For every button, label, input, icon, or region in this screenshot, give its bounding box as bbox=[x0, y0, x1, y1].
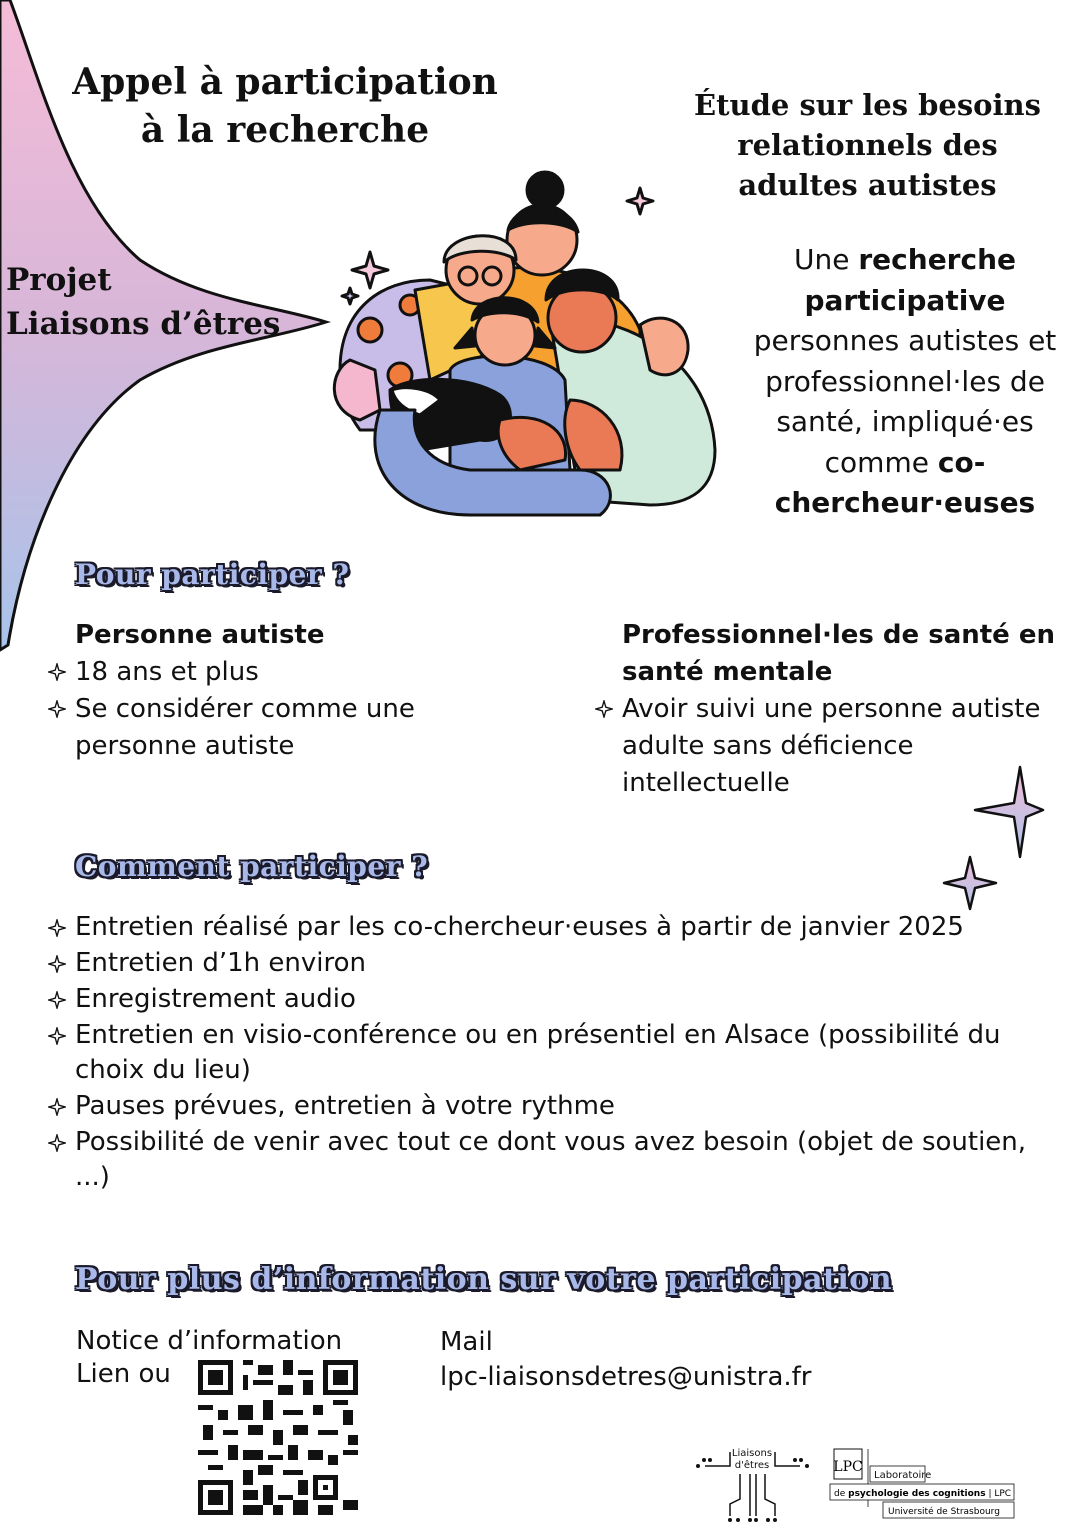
info-section-title: Pour plus d’information sur votre participation bbox=[75, 1262, 893, 1297]
description-text-2: personnes autistes et professionnel·les de santé, impliqué·es comme bbox=[753, 324, 1057, 479]
sparkle-icon bbox=[970, 765, 1045, 860]
list-item-text: Se considérer comme une personne autiste bbox=[75, 694, 415, 761]
list-item-text: Entretien en visio-conférence ou en présentiel en Alsace (possibilité du choix du lieu) bbox=[75, 1020, 1001, 1085]
qr-code[interactable] bbox=[198, 1360, 358, 1515]
study-title-line1: Étude sur les besoins bbox=[694, 88, 1041, 122]
list-item bbox=[48, 1089, 1058, 1124]
call-title-line2: à la recherche bbox=[140, 109, 430, 151]
sparkle-icon bbox=[595, 700, 613, 718]
list-item-text: Avoir suivi une personne autiste adulte sans déficience intellectuelle bbox=[622, 694, 1041, 798]
sparkle-icon bbox=[942, 855, 998, 911]
lpc-logo-line2-bold: psychologie des cognitions bbox=[848, 1489, 986, 1499]
professional-heading: Professionnel·les de santé en santé mentale bbox=[622, 620, 1056, 687]
list-item-text: Enregistrement audio bbox=[75, 984, 356, 1014]
list-item-text: Possibilité de venir avec tout ce dont vous avez besoin (objet de soutien, ...) bbox=[75, 1127, 1027, 1192]
notice-label: Notice d’information bbox=[76, 1326, 343, 1356]
how-section-title: Comment participer ? bbox=[75, 850, 429, 883]
mail-block bbox=[440, 1325, 940, 1395]
description-text-1: Une bbox=[793, 243, 859, 276]
list-item bbox=[48, 691, 478, 765]
sparkle-icon bbox=[48, 991, 66, 1009]
project-title-line1: Projet bbox=[6, 262, 112, 298]
list-item bbox=[48, 946, 1058, 981]
sparkle-icon bbox=[48, 1134, 66, 1152]
list-item bbox=[48, 1125, 1058, 1195]
description-emphasis-2: co-chercheur·euses bbox=[774, 445, 1036, 519]
lpc-logo-mark: LPC bbox=[833, 1459, 863, 1475]
link-label: Lien ou bbox=[76, 1359, 171, 1389]
list-item bbox=[48, 1018, 1058, 1088]
liaisons-logo-line2: d'êtres bbox=[734, 1460, 770, 1471]
sparkle-icon bbox=[48, 955, 66, 973]
sparkle-icon bbox=[48, 663, 66, 681]
study-description bbox=[735, 240, 1075, 524]
participate-section-title: Pour participer ? bbox=[75, 558, 350, 591]
list-item bbox=[48, 910, 1058, 945]
sparkle-icon bbox=[48, 700, 66, 718]
mail-address[interactable]: lpc-liaisonsdetres@unistra.fr bbox=[440, 1362, 812, 1392]
call-title-line1: Appel à participation bbox=[72, 61, 498, 103]
autistic-criteria bbox=[48, 617, 478, 765]
list-item-text: Pauses prévues, entretien à votre rythme bbox=[75, 1091, 615, 1121]
list-item bbox=[48, 982, 1058, 1017]
sparkle-icon bbox=[48, 1027, 66, 1045]
lpc-logo-line1: Laboratoire bbox=[874, 1470, 932, 1481]
lpc-logo-line2-suffix: | LPC bbox=[985, 1489, 1012, 1499]
liaisons-detres-logo bbox=[690, 1444, 815, 1529]
mail-label: Mail bbox=[440, 1327, 493, 1357]
study-title-line3: adultes autistes bbox=[738, 168, 997, 202]
liaisons-logo-line1: Liaisons bbox=[731, 1448, 773, 1459]
study-title-line2: relationnels des bbox=[737, 128, 998, 162]
project-title-line2: Liaisons d’êtres bbox=[6, 306, 281, 342]
family-illustration bbox=[320, 170, 730, 530]
list-item-text: Entretien d’1h environ bbox=[75, 948, 367, 978]
call-title bbox=[30, 58, 540, 154]
lpc-logo-line2-prefix: de bbox=[834, 1489, 849, 1499]
lpc-logo-line3: Université de Strasbourg bbox=[888, 1507, 1000, 1517]
sparkle-icon bbox=[48, 1098, 66, 1116]
autistic-heading: Personne autiste bbox=[75, 620, 325, 650]
lpc-logo-line2 bbox=[834, 1489, 1011, 1499]
list-item bbox=[48, 654, 478, 691]
lpc-logo bbox=[828, 1447, 1018, 1527]
sparkle-icon bbox=[48, 919, 66, 937]
project-title bbox=[6, 258, 280, 346]
how-list bbox=[48, 910, 1058, 1196]
list-item-text: Entretien réalisé par les co-chercheur·euses à partir de janvier 2025 bbox=[75, 912, 964, 942]
description-emphasis-1: recherche participative bbox=[804, 243, 1017, 317]
list-item-text: 18 ans et plus bbox=[75, 657, 259, 687]
